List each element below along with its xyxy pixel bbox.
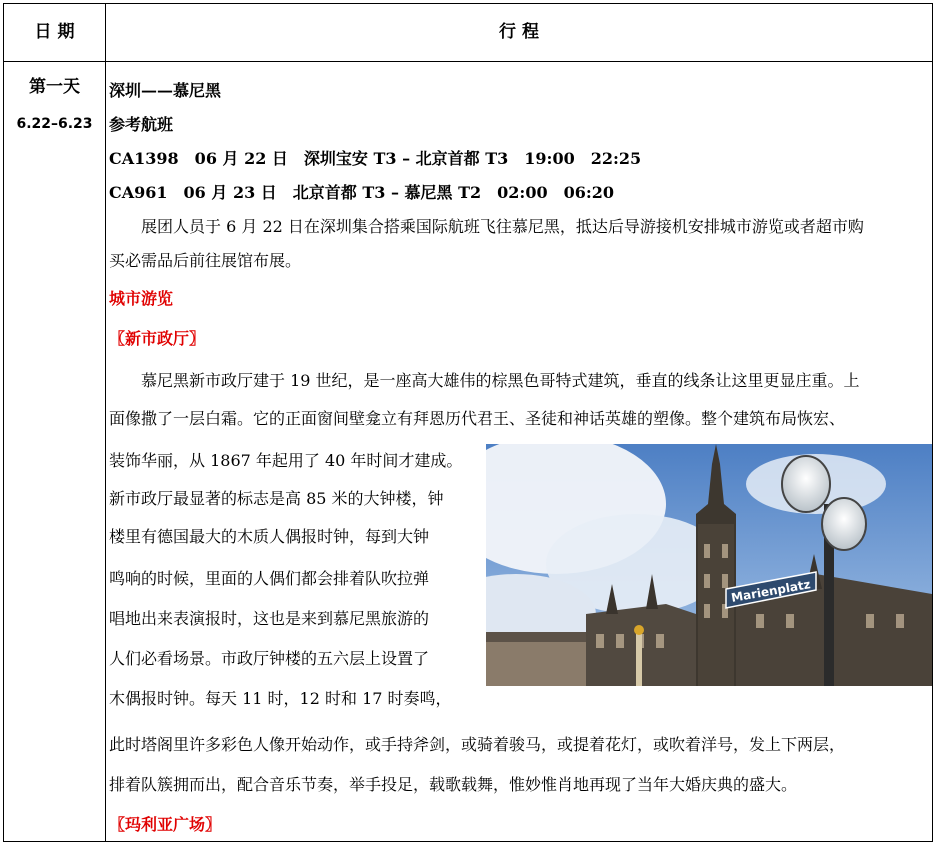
intro-line-2: 买必需品后前往展馆布展。 bbox=[109, 251, 302, 270]
paragraph-line: 楼里有德国最大的木质人偶报时钟，每到大钟 bbox=[109, 527, 430, 546]
route-title: 深圳——慕尼黑 bbox=[109, 81, 222, 100]
header-itinerary: 行 程 bbox=[499, 22, 539, 42]
paragraph-line: 唱地出来表演报时，这也是来到慕尼黑旅游的 bbox=[109, 609, 430, 628]
day-range: 6.22–6.23 bbox=[16, 116, 93, 132]
paragraph-line: 慕尼黑新市政厅建于 19 世纪，是一座高大雄伟的棕黑色哥特式建筑，垂直的线条让这里更显庄重。上 bbox=[141, 371, 860, 390]
subsection-title: 〖新市政厅〗 bbox=[109, 329, 206, 348]
column-divider bbox=[105, 4, 106, 841]
town-hall-photo bbox=[486, 444, 932, 686]
street-sign-text: Marienplatz bbox=[730, 577, 812, 605]
paragraph-line: 装饰华丽，从 1867 年起用了 40 年时间才建成。 bbox=[109, 451, 463, 470]
intro-line-1: 展团人员于 6 月 22 日在深圳集合搭乘国际航班飞往慕尼黑，抵达后导游接机安排城市游览或者超市购 bbox=[141, 217, 864, 236]
day-name: 第一天 bbox=[29, 77, 80, 97]
itinerary-table bbox=[3, 3, 933, 842]
paragraph-line: 面像撒了一层白霜。它的正面窗间壁龛立有拜恩历代君王、圣徒和神话英雄的塑像。整个建筑布局恢宏、 bbox=[109, 409, 846, 428]
paragraph-line: 排着队簇拥而出，配合音乐节奏，举手投足，载歌载舞，惟妙惟肖地再现了当年大婚庆典的盛大。 bbox=[109, 775, 798, 794]
paragraph-line: 木偶报时钟。每天 11 时，12 时和 17 时奏鸣， bbox=[109, 689, 452, 708]
flight-line-2: CA961 06 月 23 日 北京首都 T3 – 慕尼黑 T2 02:00 06:20 bbox=[109, 183, 615, 202]
flight-heading: 参考航班 bbox=[109, 115, 174, 134]
section-title: 城市游览 bbox=[109, 289, 174, 308]
paragraph-line: 人们必看场景。市政厅钟楼的五六层上设置了 bbox=[109, 649, 430, 668]
paragraph-line: 新市政厅最显著的标志是高 85 米的大钟楼，钟 bbox=[109, 489, 444, 508]
header-date: 日 期 bbox=[34, 22, 75, 42]
paragraph-line: 鸣响的时候，里面的人偶们都会排着队吹拉弹 bbox=[109, 569, 430, 588]
day-column bbox=[4, 76, 105, 132]
subsection-title-2: 〖玛利亚广场〗 bbox=[109, 815, 222, 834]
paragraph-line: 此时塔阁里许多彩色人像开始动作，或手持斧剑，或骑着骏马，或提着花灯，或吹着洋号，发上下两层， bbox=[109, 735, 846, 754]
header-divider bbox=[4, 61, 932, 62]
flight-line-1: CA1398 06 月 22 日 深圳宝安 T3 – 北京首都 T3 19:00 22:25 bbox=[109, 149, 642, 168]
